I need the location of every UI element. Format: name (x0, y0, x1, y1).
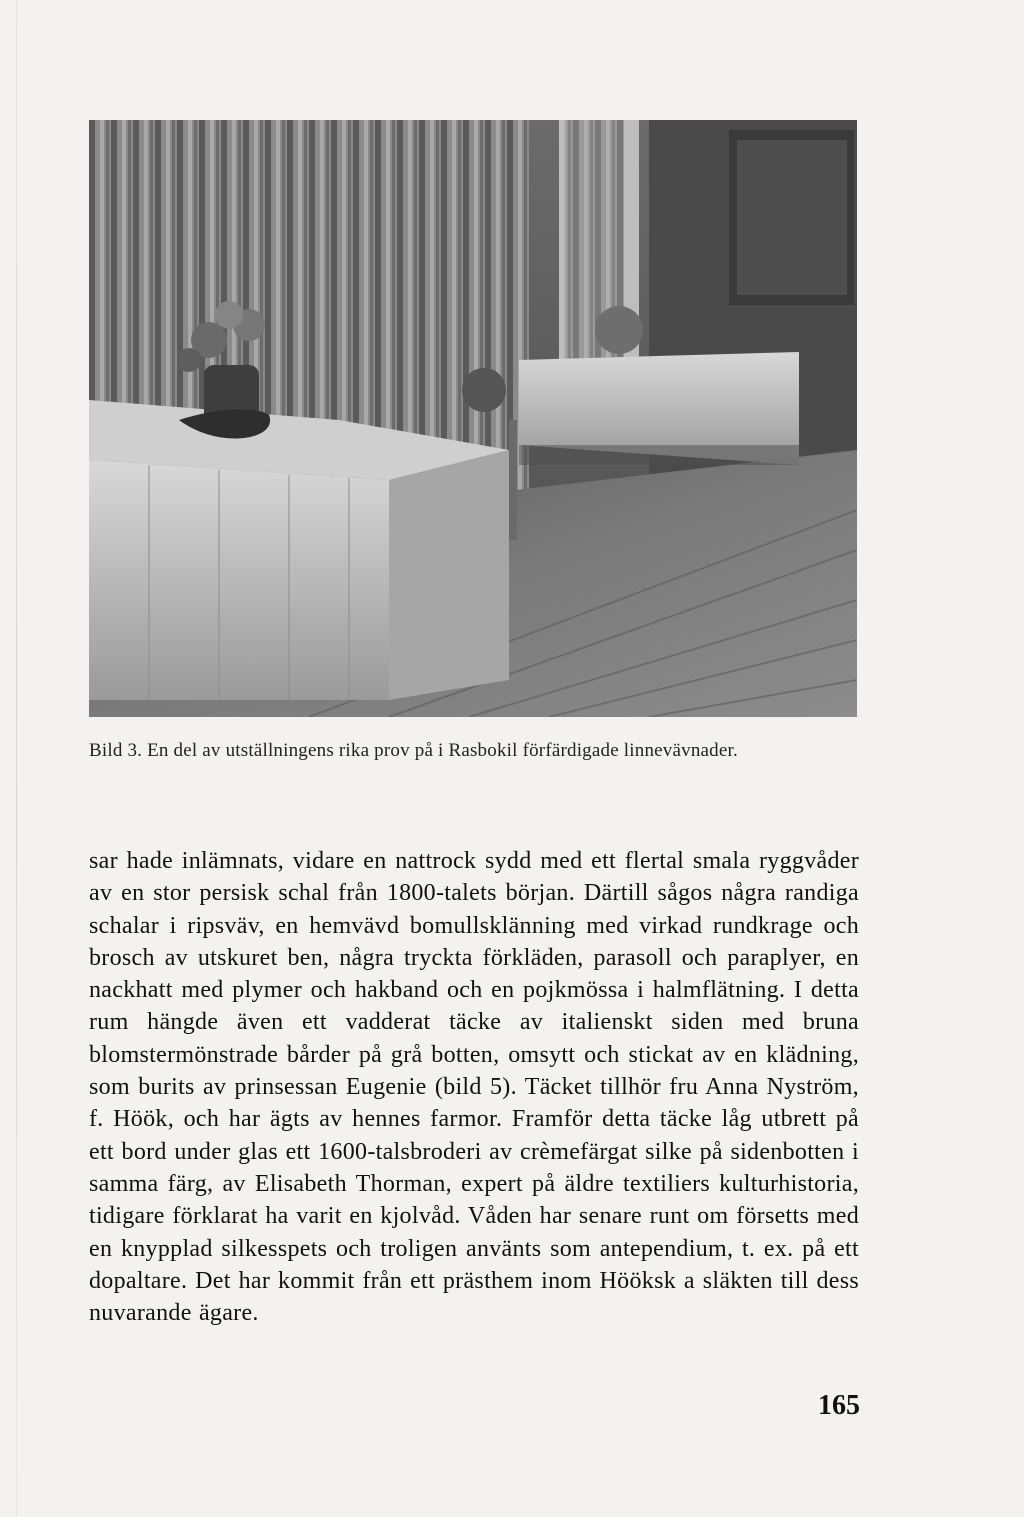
page-number: 165 (818, 1390, 860, 1421)
body-paragraph: sar hade inlämnats, vidare en nattrock sydd med ett flertal smala ryggvåder av en stor persisk schal från 1800-talets början. Därtill sågos några randiga schalar i ripsväv, en hemvävd bomullsklänning med virkad rundkrage och brosch av utskuret ben, några tryckta förkläden, parasoll och paraplyer, en nackhatt med plymer och hakband och en pojkmössa i halmflätning. I detta rum hängde även ett vadderat täcke av italienskt siden med bruna blomstermönstrade bårder på grå botten, omsytt och stickat av en klädning, som burits av prinsessan Eugenie (bild 5). Täcket tillhör fru Anna Nyström, f. Höök, och har ägts av hennes farmor. Framför detta täcke låg utbrett på ett bord under glas ett 1600-talsbroderi av crèmefärgat silke på sidenbotten i samma färg, av Elisabeth Thorman, expert på äldre textiliers kulturhistoria, tidigare förklarat ha varit en kjolvåd. Våden har senare runt om försetts med en knypplad silkesspets och troligen använts som antependium, t. ex. på ett dopaltare. Det har kommit från ett prästhem inom Hööksk a släkten till dess nuvarande ägare. (89, 848, 859, 1327)
figure-caption: Bild 3. En del av utställningens rika prov på i Rasbokil förfärdigade linnevävnader. (89, 740, 738, 761)
exhibition-photograph (89, 120, 857, 717)
page-edge (16, 0, 17, 1517)
